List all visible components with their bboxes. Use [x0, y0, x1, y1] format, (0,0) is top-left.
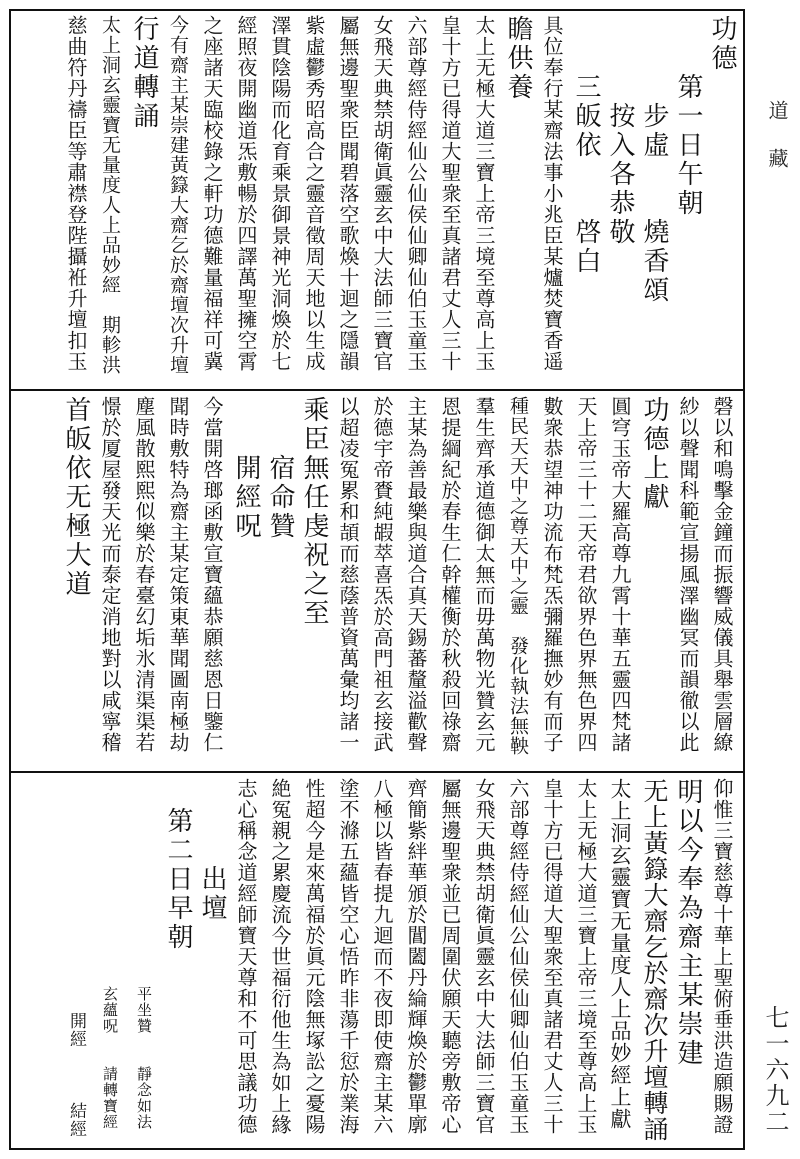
text-column: 女飛天典禁胡衛眞靈玄中大法師三寶官 [472, 778, 496, 1135]
column-group [59, 778, 739, 1144]
text-column: 功德上獻 [639, 396, 669, 512]
column-group [59, 15, 739, 385]
text-column: 天上帝三十二天帝君欲界色界無色界四 [574, 396, 598, 753]
text-column: 以超凌冤累和頡而慈蔭普資萬彙均諸一 [336, 396, 360, 753]
section-divider [9, 389, 745, 391]
text-column: 聞時敷特為齋主某定策東華聞圖南極劫 [166, 396, 190, 753]
text-column: 屬無邊聖衆並已周圍伏願天聽旁敷帝心 [438, 778, 462, 1135]
text-column: 太上洞玄靈寶无量度人上品妙經 期軫洪 [99, 15, 121, 375]
text-column: 第一日午朝 [673, 15, 703, 218]
text-column: 紫虛鬱秀昭高合之靈音徵周天地以生成 [302, 15, 326, 372]
text-column: 圓穹玉帝大羅高尊九霄十華五靈四梵諸 [608, 396, 632, 753]
text-column: 齊簡紫絆華頒於閶闔丹綸輝煥於鬱單廓 [404, 778, 428, 1135]
text-column: 絶冤親之累慶流今世福衍他生為如上緣 [268, 778, 292, 1135]
text-column: 慈曲符丹禱臣等肅襟登陛攝袵升壇扣玉 [64, 15, 88, 372]
text-column: 乘臣無任虔祝之至 [299, 396, 329, 628]
text-column: 數衆恭望神功流布梵炁彌羅撫妙有而子 [540, 396, 564, 753]
text-column: 首皈依无極大道 [61, 396, 91, 599]
text-column: 明以今奉為齋主某崇建 [673, 778, 703, 1068]
margin-title: 道藏 [765, 100, 789, 196]
column-group [59, 396, 739, 766]
text-column: 開經呪 [231, 396, 261, 541]
text-column: 恩提綱紀於春生仁幹權衡於秋殺回祿齋 [438, 396, 462, 753]
text-column: 宿命贊 [265, 396, 295, 541]
text-column: 六部尊經侍經仙公仙侯仙卿仙伯玉童玉 [404, 15, 428, 372]
text-column: 塗不滌五蘊皆空心悟昨非蕩千愆於業海 [336, 778, 360, 1135]
text-column: 澤貫陰陽而化育乘景御景神光洞煥於七 [268, 15, 292, 372]
text-column: 太上洞玄靈寶无量度人上品妙經上獻 [608, 778, 632, 1130]
text-panel-top [15, 15, 739, 385]
text-column: 紗以聲聞科範宣揚風澤幽冥而韻徹以此 [676, 396, 700, 753]
text-panel-bottom [15, 778, 739, 1144]
text-column: 六部尊經侍經仙公仙侯仙卿仙伯玉童玉 [506, 778, 530, 1135]
text-column: 按入各恭敬 [605, 15, 635, 247]
text-column: 磬以和鳴擊金鐘而振響威儀具舉雲層繚 [710, 396, 734, 753]
text-column: 玄蘊呪 請轉寶經 [101, 778, 119, 1130]
text-column: 仰惟三寶慈尊十華上聖俯垂洪造願賜證 [710, 778, 734, 1135]
text-column: 太上无極大道三寶上帝三境至尊高上玉 [472, 15, 496, 372]
text-column: 行道轉誦 [129, 15, 159, 131]
text-column: 主某為善最樂與道合真天錫蕃釐溢歡聲 [404, 396, 428, 753]
text-column: 无上黃籙大齋乞於齋次升壇轉誦 [640, 778, 669, 1142]
text-column: 平坐贊 靜念如法 [135, 778, 153, 1130]
text-column: 羣生齊承道德御太無而毋萬物光贊玄元 [472, 396, 496, 753]
text-column: 憬於厦屋發天光而泰定消地對以咸寧稽 [98, 396, 122, 753]
text-column: 具位奉行某齋法事小兆臣某爐焚寶香遥 [540, 15, 564, 372]
text-column: 之座諸天臨校錄之軒功德難量福祥可冀 [200, 15, 224, 372]
text-column: 三皈依 啓白 [571, 15, 601, 276]
text-column: 塵風散熙熙似樂於春臺幻垢氷清渠渠若 [132, 396, 156, 753]
text-column: 太上无極大道三寶上帝三境至尊高上玉 [574, 778, 598, 1135]
section-divider [9, 771, 745, 773]
text-column: 經照夜開幽道炁敷暢於四譯萬聖擁空霄 [234, 15, 258, 372]
text-panel-middle [15, 396, 739, 766]
text-column: 第二日早朝 [163, 778, 193, 952]
folio-number: 七一六九二 [761, 1005, 789, 1135]
text-column: 功德 [707, 15, 737, 73]
text-column: 皇十方已得道大聖衆至真諸君丈人三十 [540, 778, 564, 1135]
text-column: 今有齋主某崇建黃籙大齋乞於齋壇次升壇 [167, 15, 189, 375]
text-column: 步虛 燒香頌 [639, 15, 669, 305]
text-column: 屬無邊聖衆臣聞碧落空歌煥十迴之隱韻 [336, 15, 360, 372]
text-column: 開經 結經 [66, 778, 86, 1138]
text-column: 八極以皆春提九迴而不夜即使齋主某六 [370, 778, 394, 1135]
text-column: 志心稱念道經師寶天尊和不可思議功德 [234, 778, 258, 1135]
text-column: 皇十方已得道大聖衆至真諸君丈人三十 [438, 15, 462, 372]
text-column: 種民天天中之尊天中之靈 發化執法無鞅 [507, 396, 529, 756]
text-column: 瞻供養 [503, 15, 533, 102]
text-column: 女飛天典禁胡衛眞靈玄中大法師三寶官 [370, 15, 394, 372]
text-column: 出壇 [197, 778, 227, 923]
text-column: 於德宇帝賚純嘏萃喜炁於高門祖玄接武 [370, 396, 394, 753]
text-column: 性超今是來萬福於眞元陰無塚訟之憂陽 [302, 778, 326, 1135]
text-column: 今當開啓瑯函敷宣寶蘊恭願慈恩日鑒仁 [200, 396, 224, 753]
